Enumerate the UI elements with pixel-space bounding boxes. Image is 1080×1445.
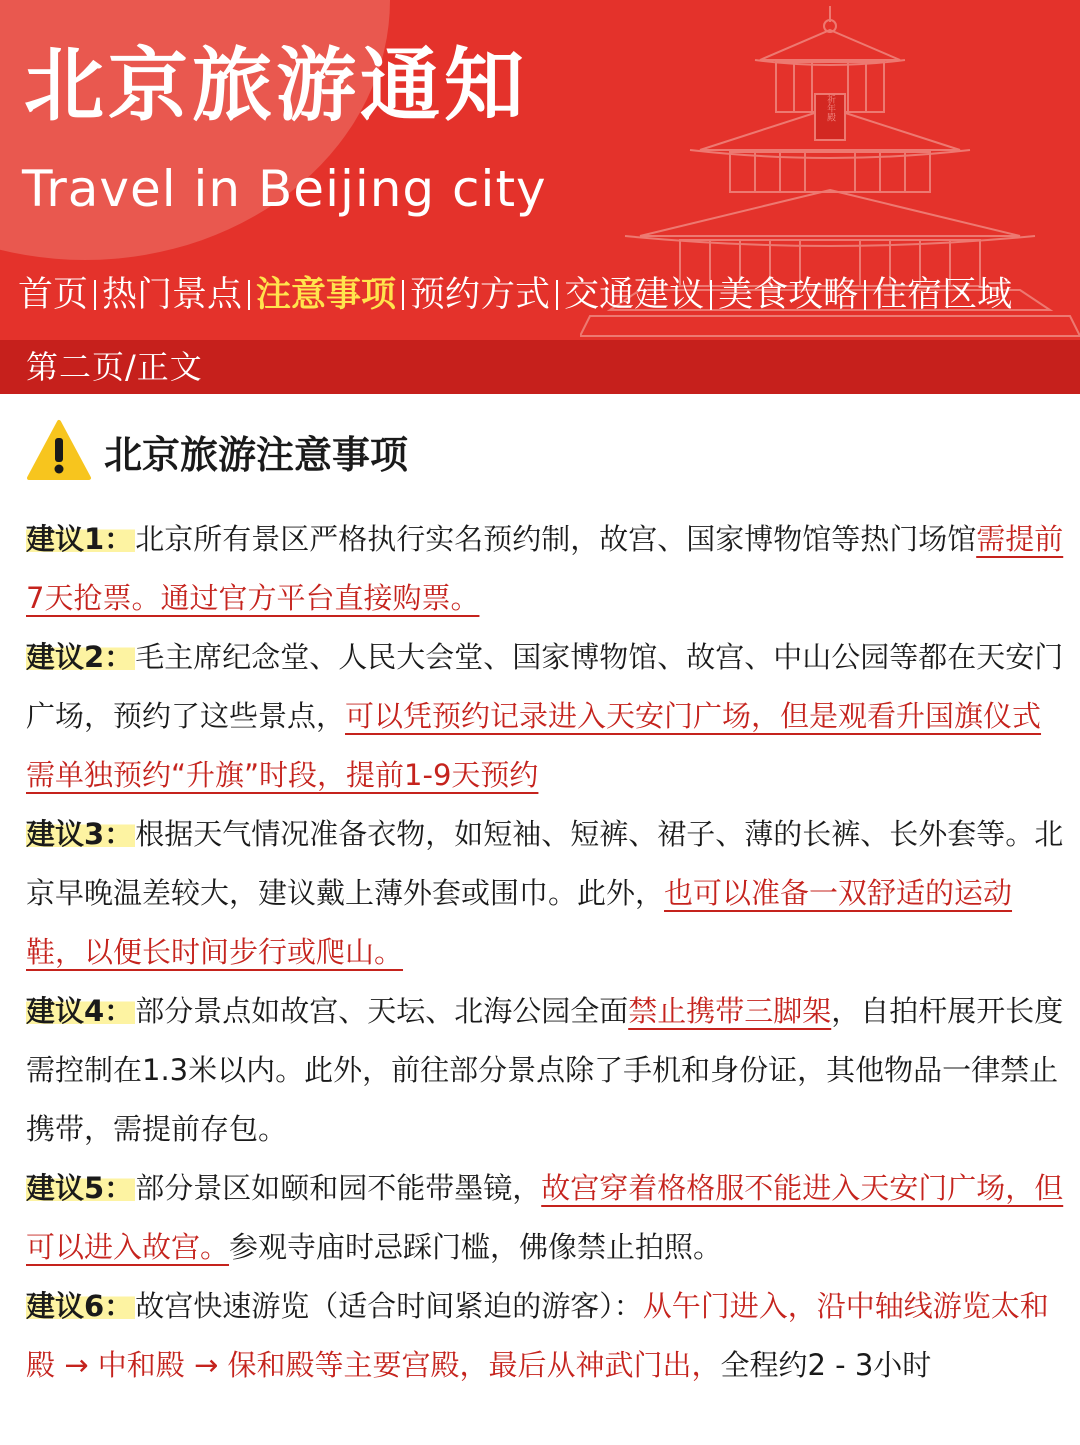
tip-label: 建议3： (26, 817, 134, 851)
section-title: 北京旅游注意事项 (104, 433, 409, 477)
tip-item (26, 982, 1066, 1159)
tip-item (26, 1159, 1066, 1277)
tip-item (26, 510, 1066, 628)
nav-item-booking[interactable]: 预约方式 (410, 275, 551, 315)
tip-highlight: 可以凭预约记录进入天安门广场，但是观看升国旗仪式需单独预约“升旗”时段，提前1-9天预约 (26, 699, 1042, 792)
tip-text: 故宫快速游览（适合时间紧迫的游客）： (135, 1289, 643, 1323)
tip-item (26, 805, 1066, 982)
nav-item-lodging[interactable]: 住宿区域 (872, 275, 1013, 315)
nav-item-notices[interactable]: 注意事项 (256, 275, 397, 315)
tip-text: ，自拍杆展开长度需控制在1.3米以内。此外，前往部分景点除了手机和身份证，其他物品一律禁止携带，需提前存包。 (26, 994, 1064, 1146)
tip-text: 参观寺庙时忌踩门槛，佛像禁止拍照。 (229, 1230, 723, 1264)
tip-label: 建议1： (26, 522, 134, 556)
tip-text: 全程约2 - 3小时 (720, 1348, 932, 1382)
tip-item (26, 628, 1066, 805)
nav-divider (94, 280, 96, 310)
top-navigation (18, 272, 1078, 318)
page-subtitle: Travel in Beijing city (22, 160, 547, 218)
tip-label: 建议6： (26, 1289, 134, 1323)
nav-item-transport[interactable]: 交通建议 (564, 275, 705, 315)
tip-label: 建议2： (26, 640, 134, 674)
tip-item (26, 1277, 1066, 1395)
tip-highlight: 需提前7天抢票。通过官方平台直接购票。 (26, 522, 1064, 615)
nav-item-food[interactable]: 美食攻略 (718, 275, 859, 315)
temple-plaque-text: 祈年殿 (825, 94, 835, 122)
tip-text: 根据天气情况准备衣物，如短袖、短裤、裙子、薄的长裤、长外套等。北京早晚温差较大，建议戴上薄外套或围巾。此外， (26, 817, 1064, 910)
nav-divider (710, 280, 712, 310)
page-title: 北京旅游通知 (24, 39, 528, 132)
nav-item-popular-spots[interactable]: 热门景点 (102, 275, 243, 315)
tip-highlight: 故宫穿着格格服不能进入天安门广场，但可以进入故宫。 (26, 1171, 1064, 1264)
tip-text: 部分景区如颐和园不能带墨镜， (135, 1171, 542, 1205)
nav-divider (864, 280, 866, 310)
warning-icon (26, 418, 92, 484)
tips-list (26, 510, 1066, 1395)
tip-highlight: 也可以准备一双舒适的运动鞋，以便长时间步行或爬山。 (26, 876, 1013, 969)
tip-text: 北京所有景区严格执行实名预约制，故宫、国家博物馆等热门场馆 (135, 522, 977, 556)
tip-text: 部分景点如故宫、天坛、北海公园全面 (135, 994, 629, 1028)
page-label: 第二页/正文 (26, 348, 203, 386)
tip-red-text: 从午门进入，沿中轴线游览太和殿 → 中和殿 → 保和殿等主要宫殿，最后从神武门出， (26, 1289, 1049, 1382)
page-label-bar (0, 340, 1080, 394)
tip-highlight: 禁止携带三脚架 (628, 994, 832, 1028)
tip-label: 建议4： (26, 994, 134, 1028)
nav-divider (556, 280, 558, 310)
header-banner (0, 0, 1080, 340)
tip-label: 建议5： (26, 1171, 134, 1205)
nav-item-home[interactable]: 首页 (18, 275, 89, 315)
nav-divider (248, 280, 250, 310)
nav-divider (402, 280, 404, 310)
tip-text: 毛主席纪念堂、人民大会堂、国家博物馆、故宫、中山公园等都在天安门广场，预约了这些景点， (26, 640, 1064, 733)
